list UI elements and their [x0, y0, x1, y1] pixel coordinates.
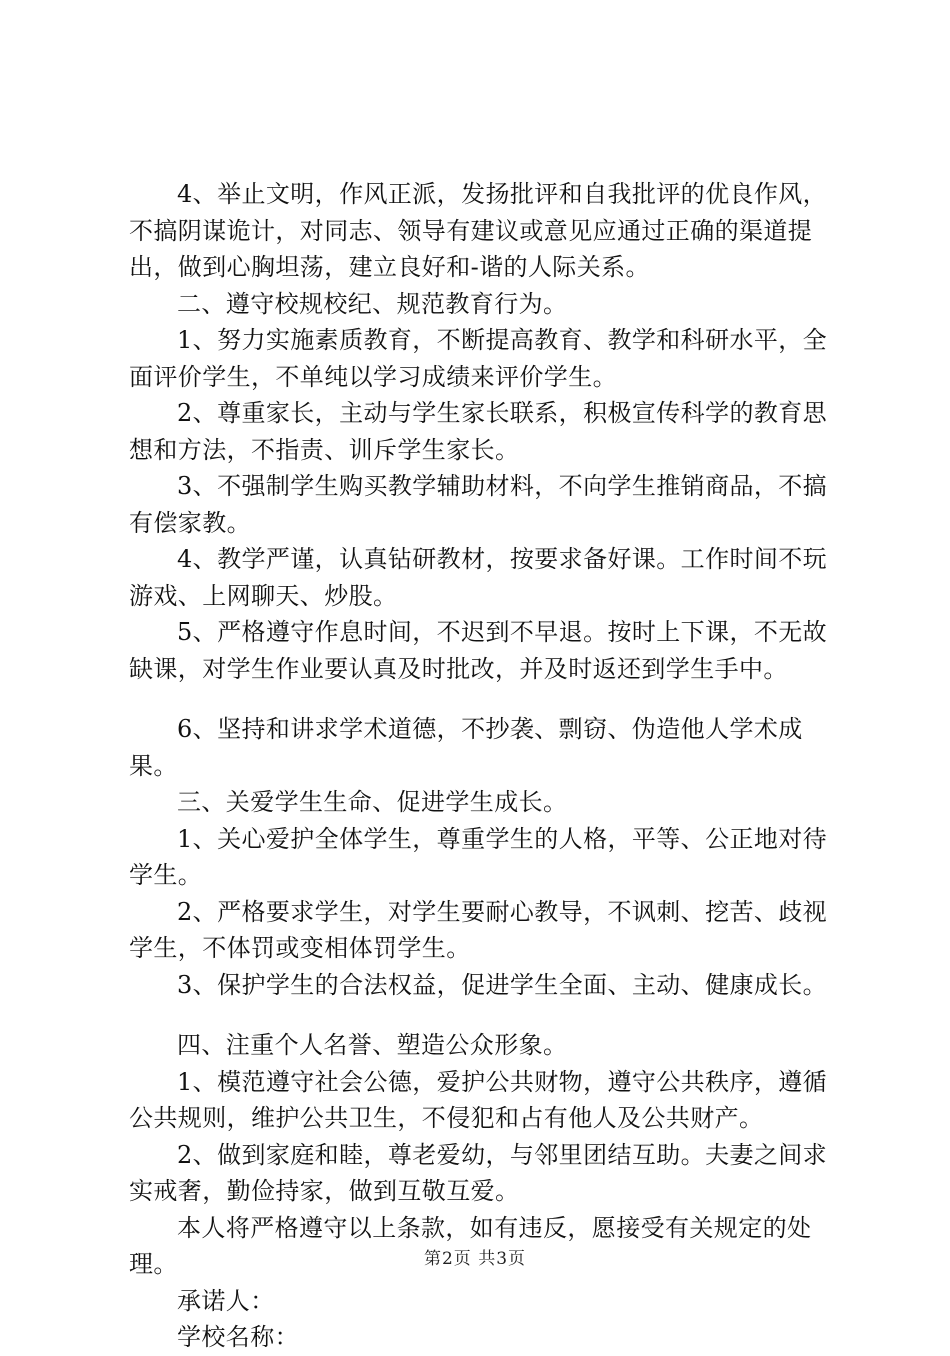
- section-heading: 三、关爱学生生命、促进学生成长。: [177, 788, 568, 816]
- pledge-statement: 本人将严格遵守以上条款，如有违反，愿接受有关规定的处理。: [129, 1213, 812, 1278]
- paragraph: 5、严格遵守作息时间，不迟到不早退。按时上下课，不无故缺课，对学生作业要认真及时批改，并及时返还到学生手中。: [129, 618, 828, 683]
- document-body: [129, 176, 849, 1356]
- paragraph: 6、坚持和讲求学术道德，不抄袭、剽窃、伪造他人学术成果。: [129, 715, 803, 780]
- paragraph: 1、努力实施素质教育，不断提高教育、教学和科研水平，全面评价学生，不单纯以学习成绩来评价学生。: [129, 326, 828, 391]
- paragraph: 2、尊重家长，主动与学生家长联系，积极宣传科学的教育思想和方法，不指责、训斥学生家长。: [129, 399, 828, 464]
- paragraph: 3、保护学生的合法权益，促进学生全面、主动、健康成长。: [177, 970, 828, 999]
- paragraph: 1、模范遵守社会公德，爱护公共财物，遵守公共秩序，遵循公共规则，维护公共卫生，不侵犯和占有他人及公共财产。: [129, 1067, 828, 1132]
- page-number-footer: 第2页 共3页: [423, 1249, 527, 1269]
- paragraph: 1、关心爱护全体学生，尊重学生的人格，平等、公正地对待学生。: [129, 824, 828, 889]
- paragraph: 3、不强制学生购买教学辅助材料，不向学生推销商品，不搞有偿家教。: [129, 472, 828, 537]
- pledger-label: 承诺人：: [177, 1286, 275, 1315]
- section-heading: 二、遵守校规校纪、规范教育行为。: [177, 289, 568, 318]
- school-name-label: 学校名称：: [177, 1323, 299, 1351]
- paragraph: 2、做到家庭和睦，尊老爱幼，与邻里团结互助。夫妻之间求实戒奢，勤俭持家，做到互敬互爱。: [129, 1140, 828, 1205]
- paragraph: 2、严格要求学生，对学生要耐心教导，不讽刺、挖苦、歧视学生，不体罚或变相体罚学生。: [129, 897, 828, 962]
- paragraph: 4、举止文明，作风正派，发扬批评和自我批评的优良作风，不搞阴谋诡计，对同志、领导有建议或意见应通过正确的渠道提出，做到心胸坦荡，建立良好和-谐的人际关系。: [129, 180, 828, 281]
- section-heading: 四、注重个人名誉、塑造公众形象。: [177, 1031, 568, 1059]
- paragraph: 4、教学严谨，认真钻研教材，按要求备好课。工作时间不玩游戏、上网聊天、炒股。: [129, 545, 828, 610]
